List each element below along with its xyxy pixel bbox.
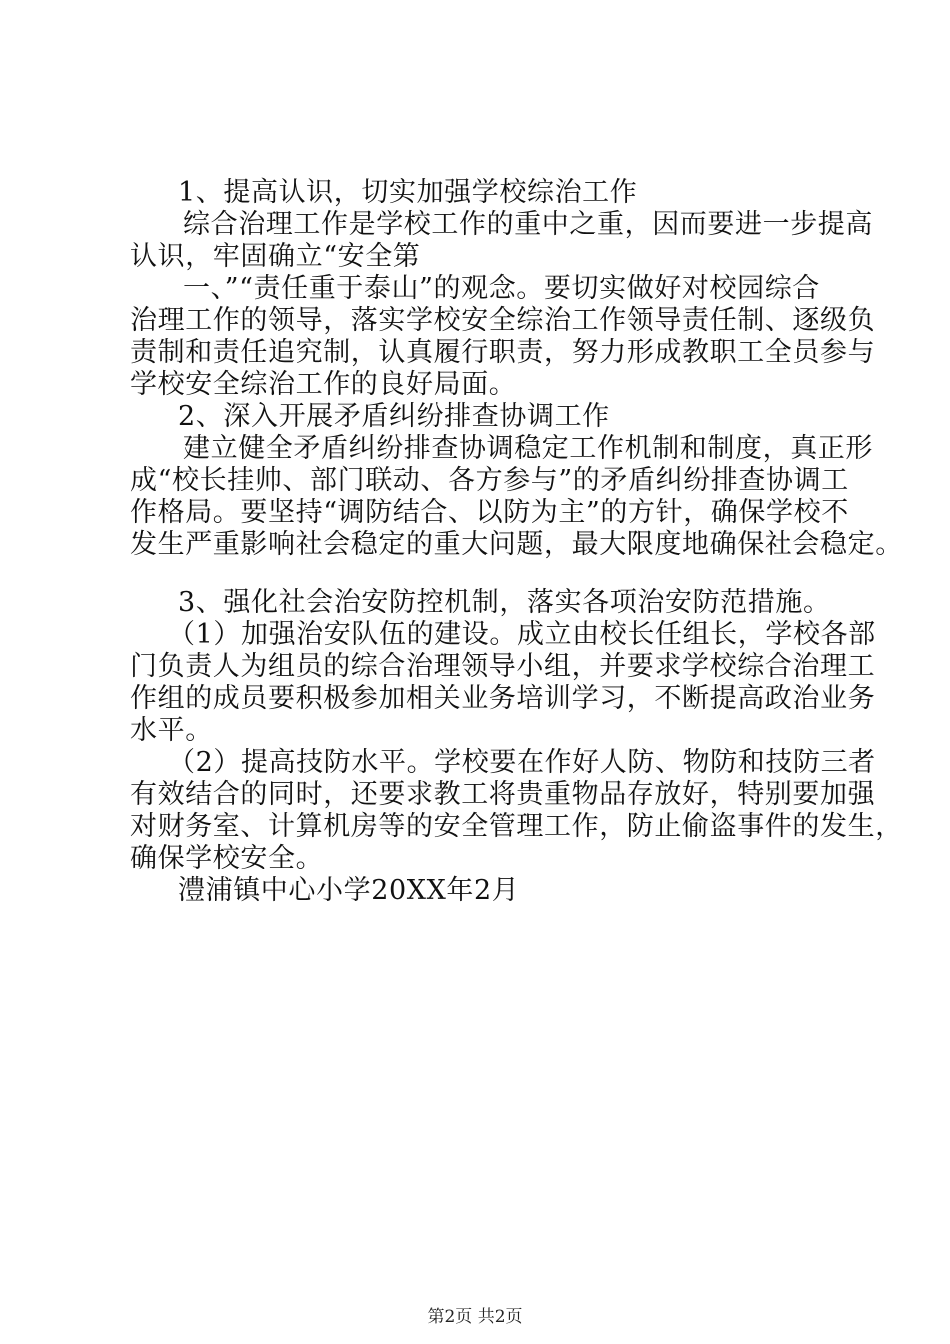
- paragraph-line: 确保学校安全。: [130, 843, 324, 874]
- paragraph-line: 一、”“责任重于泰山”的观念。要切实做好对校园综合: [183, 273, 820, 304]
- paragraph-line: 有效结合的同时，还要求教工将贵重物品存放好，特别要加强: [130, 779, 876, 810]
- heading-2: 2、深入开展矛盾纠纷排查协调工作: [178, 401, 610, 432]
- signature-line: 澧浦镇中心小学20XX年2月: [178, 875, 520, 906]
- paragraph-line: 治理工作的领导，落实学校安全综治工作领导责任制、逐级负: [130, 305, 876, 336]
- paragraph-line: 建立健全矛盾纠纷排查协调稳定工作机制和制度，真正形: [183, 433, 873, 464]
- paragraph-line: 作组的成员要积极参加相关业务培训学习，不断提高政治业务: [130, 683, 876, 714]
- page-number: 第2页 共2页: [427, 1307, 523, 1327]
- paragraph-line: （2）提高技防水平。学校要在作好人防、物防和技防三者: [168, 747, 876, 778]
- paragraph-line: 水平。: [130, 715, 213, 746]
- paragraph-line: 综合治理工作是学校工作的重中之重，因而要进一步提高: [183, 209, 873, 240]
- paragraph-line: 对财务室、计算机房等的安全管理工作，防止偷盗事件的发生，: [130, 811, 903, 842]
- paragraph-line: （1）加强治安队伍的建设。成立由校长任组长，学校各部: [168, 619, 876, 650]
- paragraph-line: 学校安全综治工作的良好局面。: [130, 369, 517, 400]
- paragraph-line: 门负责人为组员的综合治理领导小组，并要求学校综合治理工: [130, 651, 876, 682]
- paragraph-line: 认识，牢固确立“安全第: [130, 241, 421, 272]
- heading-1: 1、提高认识，切实加强学校综治工作: [178, 177, 638, 208]
- paragraph-line: 成“校长挂帅、部门联动、各方参与”的矛盾纠纷排查协调工: [130, 465, 849, 496]
- paragraph-line: 作格局。要坚持“调防结合、以防为主”的方针，确保学校不: [130, 497, 849, 528]
- heading-3: 3、强化社会治安防控机制，落实各项治安防范措施。: [178, 587, 831, 618]
- paragraph-line: 发生严重影响社会稳定的重大问题，最大限度地确保社会稳定。: [130, 529, 903, 560]
- paragraph-line: 责制和责任追究制，认真履行职责，努力形成教职工全员参与: [130, 337, 876, 368]
